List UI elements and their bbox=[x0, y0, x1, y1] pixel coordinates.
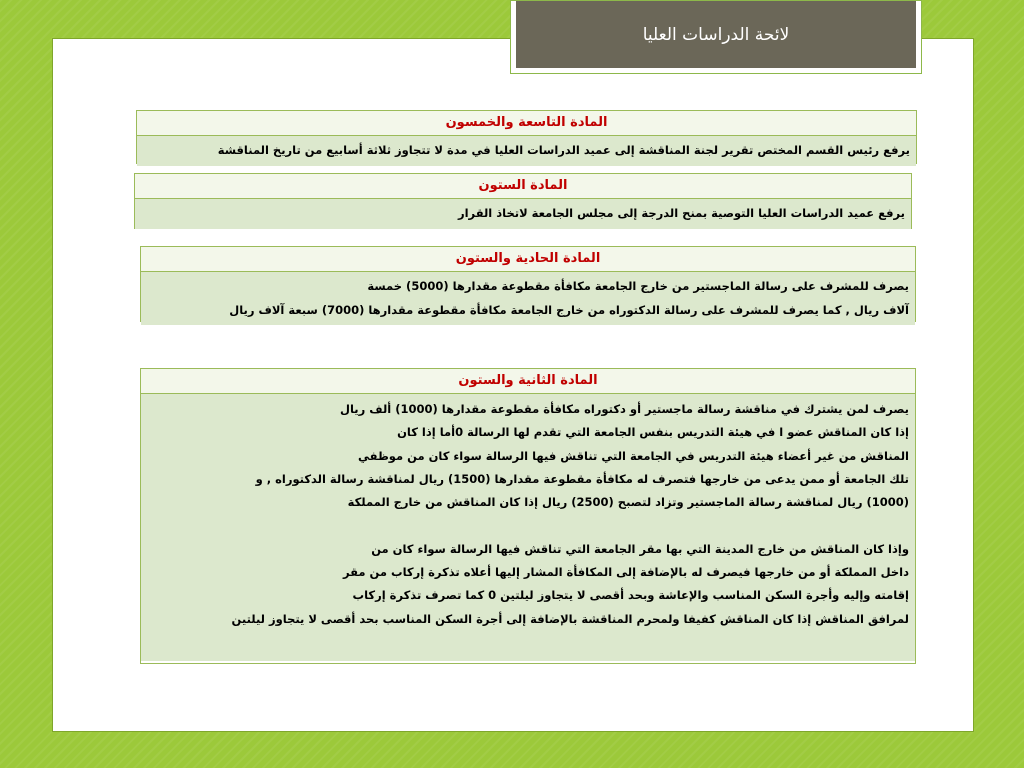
article-line: إقامته وإليه وأجرة السكن المناسب والإعاشة وبحد أقصى لا يتجاوز ليلتين 0 كما تصرف تذكرة إركاب bbox=[352, 588, 909, 603]
article-61 bbox=[140, 246, 916, 322]
article-line: لمرافق المناقش إذا كان المناقش كفيفا ولمحرم المناقشة بالإضافة إلى أجرة السكن المناسب بحد أقصى لا يتجاوز ليلتين bbox=[231, 611, 909, 626]
article-line: إذا كان المناقش عضو ا في هيئة التدريس بنفس الجامعة التي تقدم لها الرسالة 0أما إذا كان bbox=[397, 425, 909, 440]
article-line: يصرف لمن يشترك في مناقشة رسالة ماجستير أو دكتوراه مكافأة مقطوعة مقدارها (1000) ألف ريال bbox=[340, 402, 909, 416]
article-line: داخل المملكة أو من خارجها فيصرف له بالإضافة إلى المكافأة المشار إليها أعلاه تذكرة إركاب من مقر bbox=[342, 565, 909, 580]
article-line: تلك الجامعة أو ممن يدعى من خارجها فتصرف له مكافأة مقطوعة مقدارها (1500) ريال لمناقشة رسالة الدكتوراه , و bbox=[255, 471, 909, 486]
article-heading: المادة الستون bbox=[135, 174, 911, 199]
article-62 bbox=[140, 368, 916, 664]
article-line: (1000) ريال لمناقشة رسالة الماجستير وتزاد لتصبح (2500) ريال إذا كان المناقش من خارج المملكة bbox=[347, 495, 909, 510]
article-body bbox=[135, 199, 911, 229]
article-line: يصرف للمشرف على رسالة الماجستير من خارج الجامعة مكافأة مقطوعة مقدارها (5000) خمسة bbox=[367, 279, 909, 293]
article-line: آلاف ريال , كما يصرف للمشرف على رسالة الدكتوراه من خارج الجامعة مكافأة مقطوعة مقدارها (7000) سبعة آلاف ريال bbox=[229, 302, 909, 317]
article-body bbox=[137, 136, 916, 166]
slide-title: لائحة الدراسات العليا bbox=[516, 1, 916, 68]
article-line: يرفع عميد الدراسات العليا التوصية بمنح الدرجة إلى مجلس الجامعة لاتخاذ القرار bbox=[458, 206, 905, 220]
article-60 bbox=[134, 173, 912, 229]
article-line-blank bbox=[147, 514, 909, 537]
title-box bbox=[510, 0, 922, 74]
article-heading: المادة الثانية والستون bbox=[141, 369, 915, 394]
article-line: المناقش من غير أعضاء هيئة التدريس في الجامعة التي تناقش فيها الرسالة سواء كان من موظفي bbox=[358, 448, 909, 463]
article-body bbox=[141, 272, 915, 325]
article-line: يرفع رئيس القسم المختص تقرير لجنة المناقشة إلى عميد الدراسات العليا في مدة لا تتجاوز ثلاثة أسابيع من تاريخ المناقشة bbox=[217, 143, 910, 157]
article-body bbox=[141, 394, 915, 661]
article-line: وإذا كان المناقش من خارج المدينة التي بها مقر الجامعة التي تناقش فيها الرسالة سواء كان من bbox=[371, 541, 909, 556]
article-heading: المادة التاسعة والخمسون bbox=[137, 111, 916, 136]
article-heading: المادة الحادية والستون bbox=[141, 247, 915, 272]
article-59 bbox=[136, 110, 917, 164]
